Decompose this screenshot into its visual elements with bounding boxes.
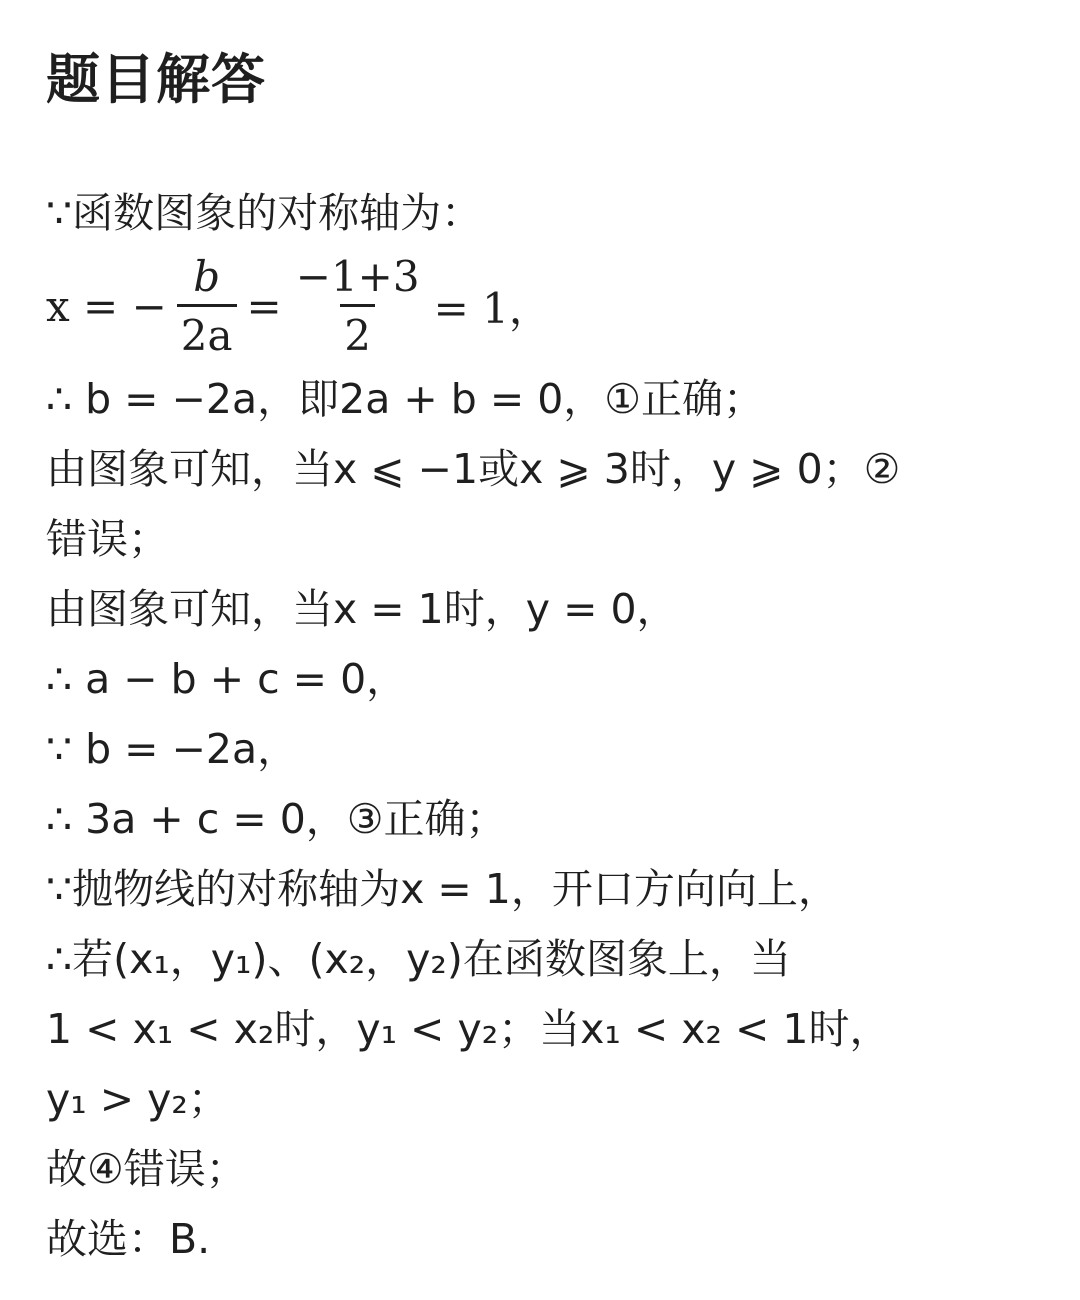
solution-line-9: ∴ 3a + c = 0，③正确；: [46, 795, 507, 843]
solution-line-10: ∵抛物线的对称轴为x = 1，开口方向向上，: [46, 865, 839, 913]
fraction-2-numerator: −1+3: [295, 251, 420, 301]
formula-middle: =: [246, 281, 282, 331]
solution-line-11: ∴若(x₁，y₁)、(x₂，y₂)在函数图象上，当: [46, 935, 791, 983]
solution-line-7: ∴ a − b + c = 0，: [46, 655, 408, 703]
solution-line-6: 由图象可知，当x = 1时，y = 0，: [46, 585, 678, 633]
axis-of-symmetry-formula: [46, 248, 1036, 364]
formula-right: = 1，: [433, 284, 551, 333]
solution-line-3: ∴ b = −2a，即2a + b = 0，①正确；: [46, 375, 765, 423]
solution-line-1: ∵函数图象的对称轴为：: [46, 189, 483, 237]
solution-line-13: y₁ > y₂；: [46, 1075, 229, 1123]
final-answer: 故选：B.: [46, 1215, 211, 1263]
page-title: 题目解答: [46, 48, 266, 111]
solution-line-4: 由图象可知，当x ⩽ −1或x ⩾ 3时，y ⩾ 0；②: [46, 445, 901, 493]
formula-left: x = −: [46, 281, 167, 331]
solution-line-8: ∵ b = −2a，: [46, 725, 299, 773]
solution-line-14: 故④错误；: [46, 1145, 247, 1193]
solution-page: [46, 44, 1036, 1274]
solution-line-12: 1 < x₁ < x₂时，y₁ < y₂；当x₁ < x₂ < 1时，: [46, 1005, 891, 1053]
fraction-1-numerator: b: [193, 251, 221, 301]
fraction-1-denominator: 2a: [177, 304, 237, 357]
fraction-sum-over-2: [292, 251, 424, 360]
fraction-b-over-2a: [177, 251, 237, 360]
fraction-2-denominator: 2: [340, 304, 375, 357]
solution-line-5: 错误；: [46, 515, 169, 563]
